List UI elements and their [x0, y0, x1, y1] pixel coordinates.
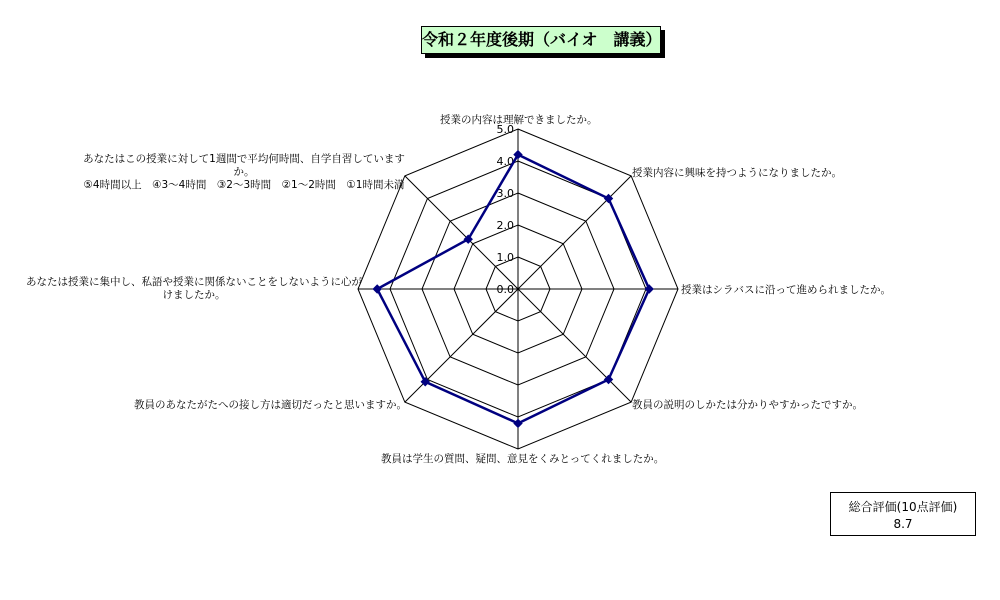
tick-label: 0.0	[496, 283, 514, 296]
axis-label-attitude: 教員のあなたがたへの接し方は適切だったと思いますか。	[134, 399, 407, 411]
data-point-2	[645, 285, 653, 293]
overall-score-label: 総合評価(10点評価)	[848, 500, 958, 514]
tick-label: 5.0	[496, 123, 514, 136]
overall-score-box	[830, 492, 976, 536]
axis-label-interest: 授業内容に興味を持つようになりましたか。	[632, 167, 842, 179]
chart-title: 令和２年度後期（バイオ 講義）	[421, 26, 661, 54]
tick-label: 4.0	[496, 155, 514, 168]
data-point-4	[514, 419, 522, 427]
axis-label-self-study: あなたはこの授業に対して1週間で平均何時間、自学自習しています か。 ⑤4時間以上 ④3～4時間 ③2～3時間 ②1～2時間 ①1時間未満	[83, 153, 405, 191]
tick-label: 1.0	[496, 251, 514, 264]
axis-label-concentration: あなたは授業に集中し、私語や授業に関係ないことをしないように心が けましたか。	[26, 276, 362, 301]
tick-label: 3.0	[496, 187, 514, 200]
axis-label-understanding: 授業の内容は理解できましたか。	[440, 114, 598, 126]
tick-label: 2.0	[496, 219, 514, 232]
axis-label-syllabus: 授業はシラバスに沿って進められましたか。	[681, 284, 891, 296]
axis-label-explanation: 教員の説明のしかたは分かりやすかったですか。	[632, 399, 863, 411]
overall-score-value: 8.7	[893, 517, 913, 531]
axis-label-questions: 教員は学生の質問、疑問、意見をくみとってくれましたか。	[381, 453, 665, 465]
